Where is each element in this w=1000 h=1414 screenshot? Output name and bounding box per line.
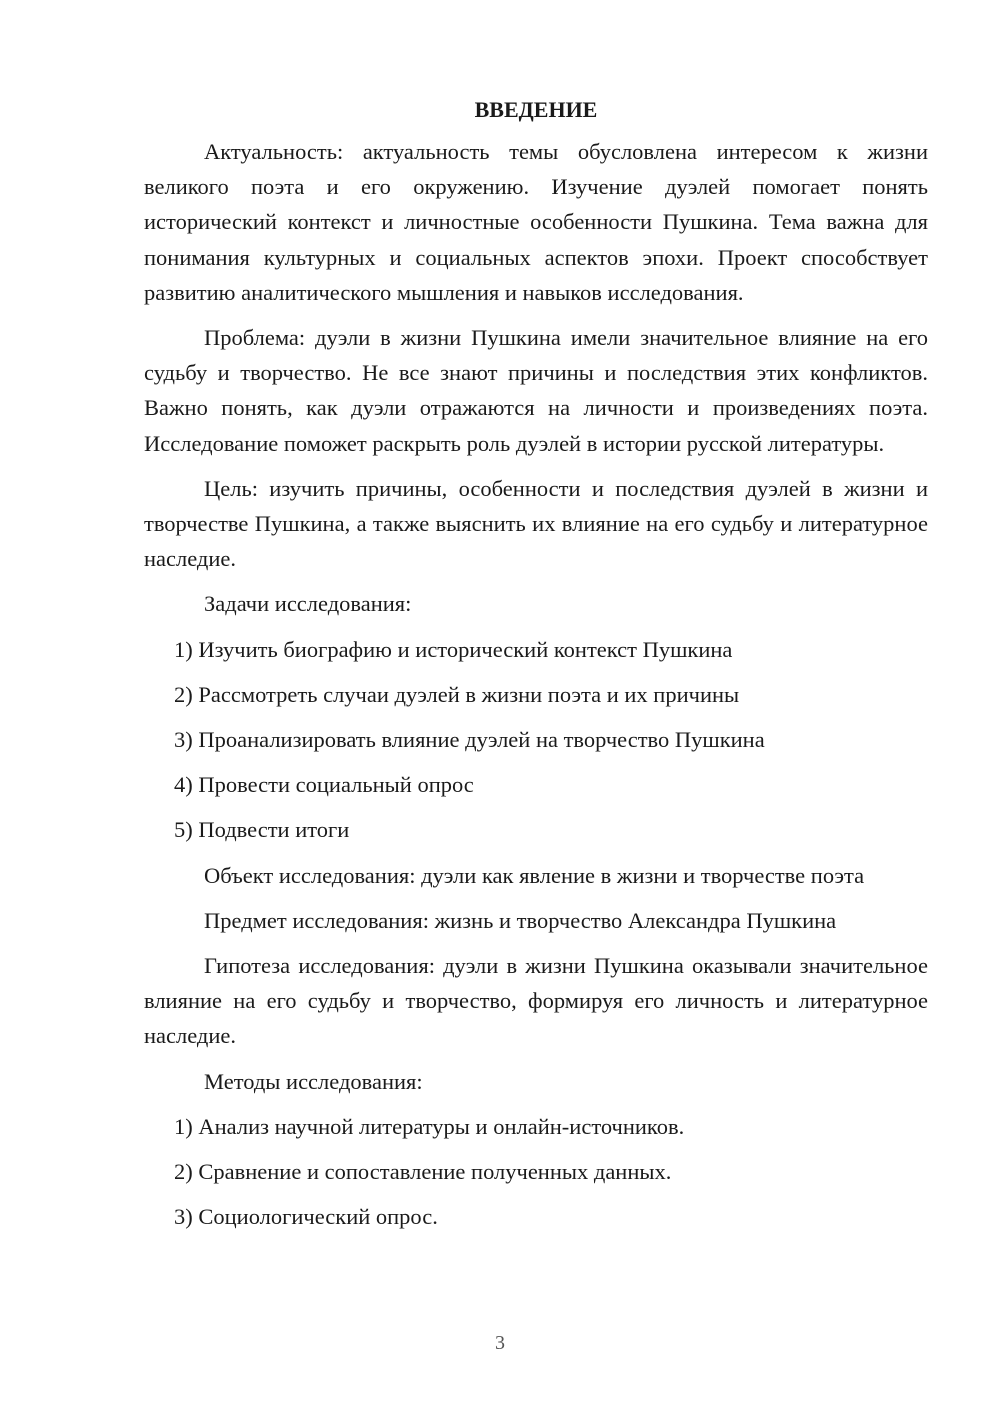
page-number: 3 bbox=[495, 1332, 505, 1354]
task-item: 1) Изучить биографию и исторический контекст Пушкина bbox=[174, 636, 733, 662]
method-item: 2) Сравнение и сопоставление полученных данных. bbox=[174, 1159, 672, 1185]
problem-paragraph: Проблема: дуэли в жизни Пушкина имели значительное влияние на его судьбу и творчество. Не все знают причины и последствия этих конфликтов. Важно понять, как дуэли отражаются на личности и произведениях поэта. Исследование поможет раскрыть роль дуэлей в истории русской литературы. bbox=[144, 325, 928, 456]
methods-list bbox=[144, 1109, 928, 1235]
hypothesis-paragraph: Гипотеза исследования: дуэли в жизни Пушкина оказывали значительное влияние на его судьбу и творчество, формируя его личность и литературное наследие. bbox=[144, 953, 928, 1049]
object-paragraph: Объект исследования: дуэли как явление в жизни и творчестве поэта bbox=[204, 862, 865, 888]
section-heading: ВВЕДЕНИЕ bbox=[474, 97, 598, 122]
goal-paragraph: Цель: изучить причины, особенности и последствия дуэлей в жизни и творчестве Пушкина, а также выяснить их влияние на его судьбу и литературное наследие. bbox=[144, 475, 928, 572]
task-item: 4) Провести социальный опрос bbox=[174, 772, 474, 798]
method-item: 3) Социологический опрос. bbox=[174, 1204, 438, 1230]
task-item: 3) Проанализировать влияние дуэлей на творчество Пушкина bbox=[174, 727, 765, 753]
tasks-heading: Задачи исследования: bbox=[204, 591, 412, 617]
method-item: 1) Анализ научной литературы и онлайн-источников. bbox=[174, 1113, 685, 1139]
document-page bbox=[144, 92, 928, 1244]
methods-heading: Методы исследования: bbox=[204, 1068, 423, 1094]
subject-paragraph: Предмет исследования: жизнь и творчество Александра Пушкина bbox=[204, 907, 837, 933]
tasks-list bbox=[144, 632, 928, 848]
relevance-paragraph: Актуальность: актуальность темы обусловлена интересом к жизни великого поэта и его окружению. Изучение дуэлей помогает понять исторический контекст и личностные особенности Пушкина. Тема важна для понимания культурных и социальных аспектов эпохи. Проект способствует развитию аналитического мышления и навыков исследования. bbox=[144, 139, 928, 305]
task-item: 5) Подвести итоги bbox=[174, 817, 350, 843]
task-item: 2) Рассмотреть случаи дуэлей в жизни поэта и их причины bbox=[174, 681, 740, 707]
